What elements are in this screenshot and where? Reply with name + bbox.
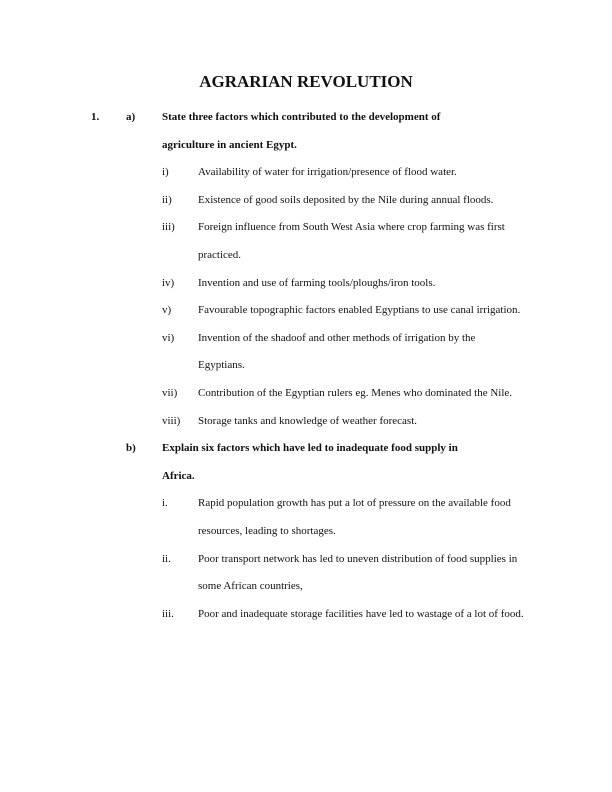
question-b-prompt [0, 435, 612, 490]
question-number: 1. [91, 111, 100, 123]
item-text: Rapid population growth has put a lot of pressure on the available food resources, leading to shortages. [198, 497, 511, 537]
document-body [0, 104, 612, 628]
item-text: Invention of the shadoof and other methods of irrigation by the Egyptians. [198, 331, 476, 372]
item-number: v) [162, 304, 172, 317]
item-number: vii) [162, 386, 178, 399]
list-item [0, 490, 612, 545]
item-text: Storage tanks and knowledge of weather forecast. [198, 414, 418, 427]
item-number: iii. [162, 607, 174, 620]
item-text: Availability of water for irrigation/presence of flood water. [198, 166, 457, 179]
list-item [0, 546, 612, 601]
document-title: AGRARIAN REVOLUTION [199, 72, 413, 91]
item-number: ii) [162, 193, 172, 206]
list-item [0, 380, 612, 408]
list-item [0, 187, 612, 215]
item-text: Foreign influence from South West Asia where crop farming was first practiced. [198, 221, 505, 261]
question-text: Explain six factors which have led to inadequate food supply in Africa. [162, 442, 458, 482]
item-number: iii) [162, 221, 175, 234]
item-text: Contribution of the Egyptian rulers eg. Menes who dominated the Nile. [198, 386, 513, 399]
item-text: Invention and use of farming tools/ploughs/iron tools. [198, 276, 436, 289]
list-item [0, 297, 612, 325]
item-text: Existence of good soils deposited by the Nile during annual floods. [198, 193, 494, 206]
item-number: i) [162, 166, 169, 179]
item-text: Poor and inadequate storage facilities have led to wastage of a lot of food. [198, 607, 524, 620]
list-item [0, 408, 612, 436]
question-a-prompt [0, 104, 612, 159]
item-number: iv) [162, 276, 175, 289]
list-item [0, 325, 612, 380]
part-label: b) [126, 442, 136, 455]
part-label: a) [126, 111, 136, 123]
item-text: Poor transport network has led to uneven distribution of food supplies in some African countries, [198, 552, 518, 593]
item-number: vi) [162, 331, 175, 344]
item-number: viii) [162, 414, 181, 427]
list-item [0, 159, 612, 187]
item-number: ii. [162, 552, 171, 565]
question-text: State three factors which contributed to the development of agriculture in ancient Egypt. [162, 111, 441, 151]
list-item [0, 601, 612, 629]
list-item [0, 214, 612, 269]
item-number: i. [162, 497, 168, 510]
item-text: Favourable topographic factors enabled Egyptians to use canal irrigation. [198, 304, 521, 317]
list-item [0, 270, 612, 298]
